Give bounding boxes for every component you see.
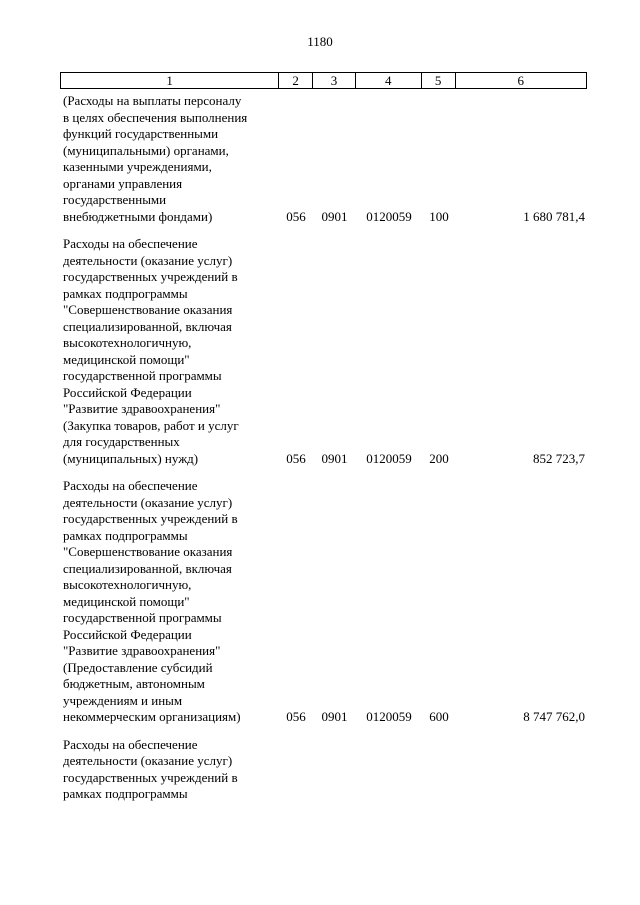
- description-line: деятельности (оказание услуг): [63, 753, 233, 768]
- description-line: функций государственными: [63, 126, 219, 141]
- description-line: (Предоставление субсидий: [63, 659, 213, 675]
- row-description: [60, 236, 279, 467]
- table-row: [60, 478, 587, 726]
- row-description: [60, 478, 279, 726]
- table-row: [60, 737, 587, 803]
- description-line: высокотехнологичную,: [63, 335, 192, 350]
- description-line: "Развитие здравоохранения": [63, 643, 221, 658]
- description-line: рамках подпрограммы: [63, 527, 188, 543]
- header-col-4: 4: [356, 73, 422, 88]
- row-description: [60, 93, 279, 225]
- header-col-3: 3: [313, 73, 356, 88]
- description-line: деятельности (оказание услуг): [63, 494, 233, 510]
- row-section-code: 0901: [321, 208, 348, 224]
- description-line: государственной программы: [63, 368, 222, 383]
- description-line: "Совершенствование оказания: [63, 302, 233, 317]
- description-line: внебюджетными фондами): [63, 208, 213, 224]
- description-line: государственных учреждений в: [63, 511, 238, 526]
- description-line: Расходы на обеспечение: [63, 478, 198, 493]
- description-line: (Закупка товаров, работ и услуг: [63, 417, 239, 433]
- row-grbs-code: 056: [286, 709, 306, 724]
- description-line: учреждениям и иным: [63, 692, 183, 708]
- description-line: казенными учреждениями,: [63, 159, 212, 174]
- description-line: медицинской помощи": [63, 351, 190, 367]
- description-line: бюджетным, автономным: [63, 676, 205, 691]
- description-line: Российской Федерации: [63, 384, 192, 400]
- description-line: (муниципальных) нужд): [63, 450, 199, 466]
- description-line: "Совершенствование оказания: [63, 544, 233, 559]
- description-line: для государственных: [63, 434, 180, 449]
- description-line: специализированной, включая: [63, 318, 232, 334]
- row-description: [60, 737, 279, 803]
- page-number: 1180: [307, 34, 333, 49]
- header-col-5: 5: [422, 73, 456, 88]
- description-line: рамках подпрограммы: [63, 786, 188, 801]
- description-line: Российской Федерации: [63, 626, 192, 642]
- description-line: специализированной, включая: [63, 560, 232, 576]
- description-line: (муниципальными) органами,: [63, 142, 229, 158]
- row-grbs-code: 056: [286, 450, 306, 466]
- description-line: в целях обеспечения выполнения: [63, 109, 248, 125]
- description-line: Расходы на обеспечение: [63, 736, 198, 752]
- row-grbs-code: 056: [286, 208, 306, 224]
- row-target-code: 0120059: [366, 709, 412, 724]
- header-col-2: 2: [279, 73, 313, 88]
- row-expense-type: 100: [429, 208, 449, 224]
- table-row: [60, 93, 587, 225]
- row-amount: 852 723,7: [533, 450, 585, 466]
- description-line: рамках подпрограммы: [63, 285, 188, 301]
- row-section-code: 0901: [321, 709, 348, 724]
- table-row: [60, 236, 587, 467]
- header-col-1: 1: [61, 73, 279, 88]
- row-expense-type: 200: [429, 450, 449, 466]
- description-line: деятельности (оказание услуг): [63, 252, 233, 268]
- description-line: (Расходы на выплаты персоналу: [63, 93, 242, 108]
- row-section-code: 0901: [321, 450, 348, 466]
- description-line: "Развитие здравоохранения": [63, 401, 221, 416]
- description-line: государственных учреждений в: [63, 769, 238, 785]
- description-line: государственных учреждений в: [63, 269, 238, 284]
- row-expense-type: 600: [429, 709, 449, 724]
- table-body: [60, 93, 587, 814]
- row-target-code: 0120059: [366, 208, 412, 224]
- description-line: высокотехнологичную,: [63, 577, 192, 592]
- row-target-code: 0120059: [366, 450, 412, 466]
- description-line: медицинской помощи": [63, 593, 190, 609]
- description-line: органами управления: [63, 175, 183, 191]
- description-line: государственной программы: [63, 610, 222, 625]
- description-line: государственными: [63, 192, 167, 207]
- description-line: некоммерческим организациям): [63, 709, 241, 724]
- table-header-row: [60, 72, 587, 89]
- row-amount: 8 747 762,0: [523, 709, 585, 724]
- row-amount: 1 680 781,4: [523, 208, 585, 224]
- header-col-6: 6: [517, 72, 525, 88]
- description-line: Расходы на обеспечение: [63, 236, 198, 251]
